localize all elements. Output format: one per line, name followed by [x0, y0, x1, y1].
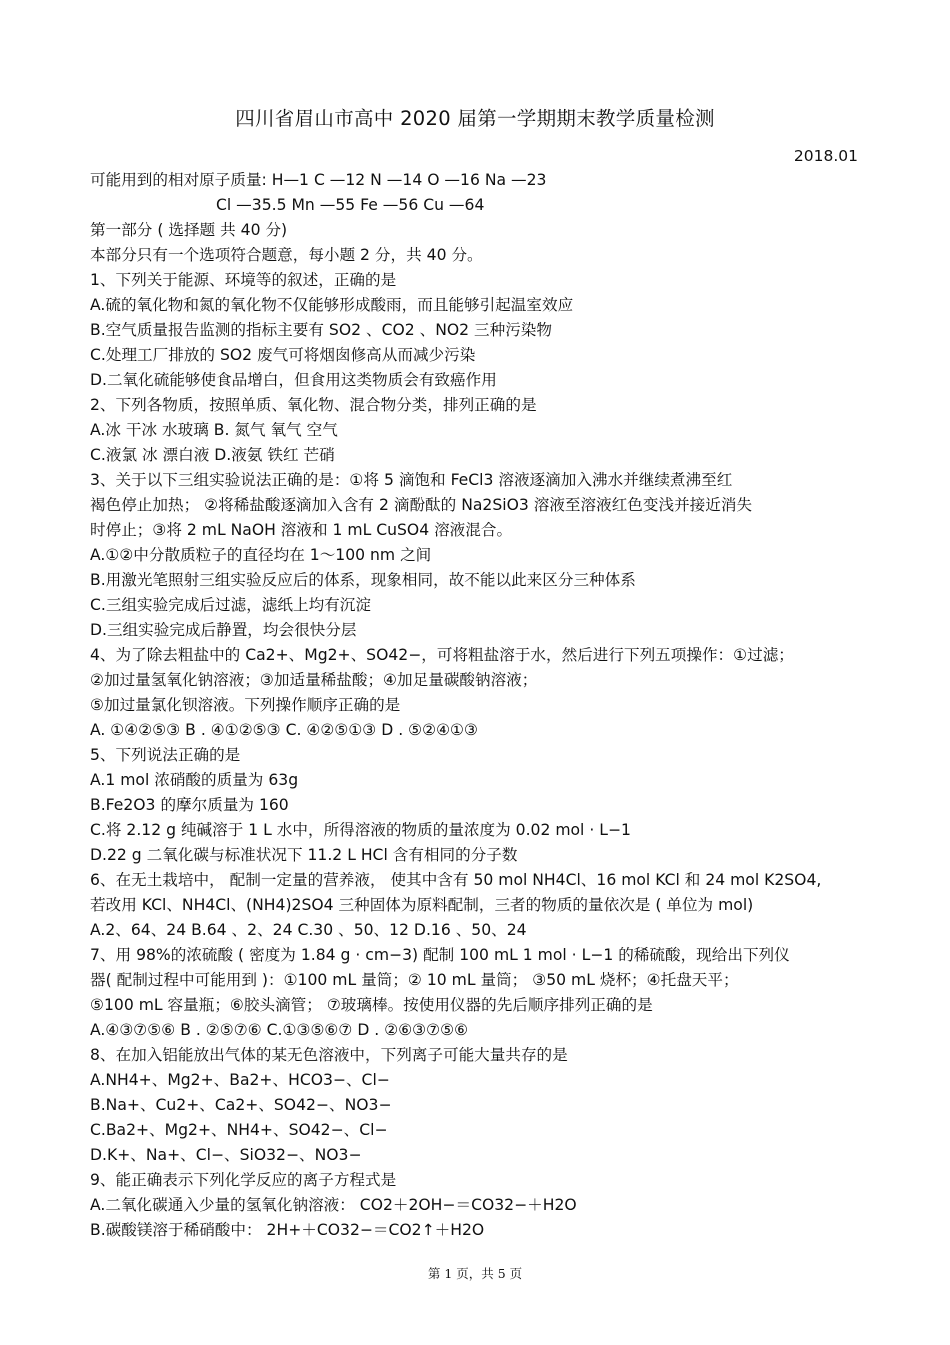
text-line: 3、关于以下三组实验说法正确的是：①将 5 滴饱和 FeCl3 溶液逐滴加入沸水并继续煮沸至红 [90, 471, 733, 489]
text-line: 7、用 98%的浓硫酸 ( 密度为 1.84 g · cm−3) 配制 100 mL 1 mol · L−1 的稀硫酸，现给出下列仪 [90, 946, 790, 964]
page-footer: 第 1 页，共 5 页 [427, 1266, 523, 1281]
text-line: A.冰 干冰 水玻璃 B. 氮气 氧气 空气 [90, 421, 338, 439]
text-line: C.液氯 冰 漂白液 D.液氨 铁红 芒硝 [90, 446, 335, 464]
text-line: D.二氧化硫能够使食品增白，但食用这类物质会有致癌作用 [90, 371, 497, 389]
text-line: A.④③⑦⑤⑥ B . ②⑤⑦⑥ C.①③⑤⑥⑦ D . ②⑥③⑦⑤⑥ [90, 1021, 469, 1039]
text-line: 器( 配制过程中可能用到 )：①100 mL 量筒；② 10 mL 量筒； ③50 mL 烧杯；④托盘天平； [90, 971, 739, 989]
text-line: 第一部分 ( 选择题 共 40 分) [90, 221, 288, 239]
text-line: A.硫的氧化物和氮的氧化物不仅能够形成酸雨，而且能够引起温室效应 [90, 296, 574, 314]
text-line: ⑤加过量氯化钡溶液。下列操作顺序正确的是 [90, 696, 401, 714]
text-line: 8、在加入铝能放出气体的某无色溶液中，下列离子可能大量共存的是 [90, 1046, 568, 1064]
text-line: B.Na+、Cu2+、Ca2+、SO42−、NO3− [90, 1096, 392, 1114]
document-date: 2018.01 [793, 147, 858, 165]
document-title: 四川省眉山市高中 2020 届第一学期期末教学质量检测 [235, 107, 715, 130]
text-line: A.2、64、24 B.64 、2、24 C.30 、50、12 D.16 、50、24 [90, 921, 527, 939]
text-line: C.将 2.12 g 纯碱溶于 1 L 水中，所得溶液的物质的量浓度为 0.02 mol · L−1 [90, 821, 631, 839]
text-line: 9、能正确表示下列化学反应的离子方程式是 [90, 1171, 397, 1189]
text-line: B.碳酸镁溶于稀硝酸中： 2H+＋CO32−＝CO2↑＋H2O [90, 1221, 485, 1239]
text-line: 4、为了除去粗盐中的 Ca2+、Mg2+、SO42−，可将粗盐溶于水，然后进行下列五项操作：①过滤； [90, 646, 794, 664]
text-line: B.用激光笔照射三组实验反应后的体系，现象相同，故不能以此来区分三种体系 [90, 571, 636, 589]
text-line: 可能用到的相对原子质量: H—1 C —12 N —14 O —16 Na —23 [90, 171, 547, 189]
text-line: A.①②中分散质粒子的直径均在 1～100 nm 之间 [90, 546, 432, 564]
text-line: 5、下列说法正确的是 [90, 746, 241, 764]
text-line: C.处理工厂排放的 SO2 废气可将烟囱修高从而减少污染 [90, 346, 476, 364]
text-line: D.K+、Na+、Cl−、SiO32−、NO3− [90, 1146, 362, 1164]
text-line: A.二氧化碳通入少量的氢氧化钠溶液： CO2＋2OH−＝CO32−＋H2O [90, 1196, 577, 1214]
text-line: 时停止；③将 2 mL NaOH 溶液和 1 mL CuSO4 溶液混合。 [90, 521, 513, 539]
text-line: A. ①④②⑤③ B . ④①②⑤③ C. ④②⑤①③ D . ⑤②④①③ [90, 721, 479, 739]
text-line: Cl —35.5 Mn —55 Fe —56 Cu —64 [216, 196, 485, 214]
text-line: C.Ba2+、Mg2+、NH4+、SO42−、Cl− [90, 1121, 388, 1139]
document-body [90, 168, 880, 1243]
text-line: A.1 mol 浓硝酸的质量为 63g [90, 771, 299, 789]
text-line: A.NH4+、Mg2+、Ba2+、HCO3−、Cl− [90, 1071, 390, 1089]
text-line: D.三组实验完成后静置，均会很快分层 [90, 621, 357, 639]
text-line: 1、下列关于能源、环境等的叙述，正确的是 [90, 271, 397, 289]
text-line: ②加过量氢氧化钠溶液；③加适量稀盐酸；④加足量碳酸钠溶液； [90, 671, 538, 689]
text-line: 2、下列各物质，按照单质、氧化物、混合物分类，排列正确的是 [90, 396, 537, 414]
text-line: 若改用 KCl、NH4Cl、(NH4)2SO4 三种固体为原料配制，三者的物质的量依次是 ( 单位为 mol) [90, 896, 754, 914]
text-line: ⑤100 mL 容量瓶；⑥胶头滴管； ⑦玻璃棒。按使用仪器的先后顺序排列正确的是 [90, 996, 653, 1014]
text-line: B.空气质量报告监测的指标主要有 SO2 、CO2 、NO2 三种污染物 [90, 321, 552, 339]
text-line: C.三组实验完成后过滤，滤纸上均有沉淀 [90, 596, 371, 614]
text-line: 6、在无土栽培中， 配制一定量的营养液， 使其中含有 50 mol NH4Cl、16 mol KCl 和 24 mol K2SO4, [90, 871, 822, 889]
text-line: D.22 g 二氧化碳与标准状况下 11.2 L HCl 含有相同的分子数 [90, 846, 518, 864]
text-line: 本部分只有一个选项符合题意，每小题 2 分，共 40 分。 [90, 246, 483, 264]
text-line: 褐色停止加热； ②将稀盐酸逐滴加入含有 2 滴酚酞的 Na2SiO3 溶液至溶液红色变浅并接近消失 [90, 496, 753, 514]
text-line: B.Fe2O3 的摩尔质量为 160 [90, 796, 289, 814]
